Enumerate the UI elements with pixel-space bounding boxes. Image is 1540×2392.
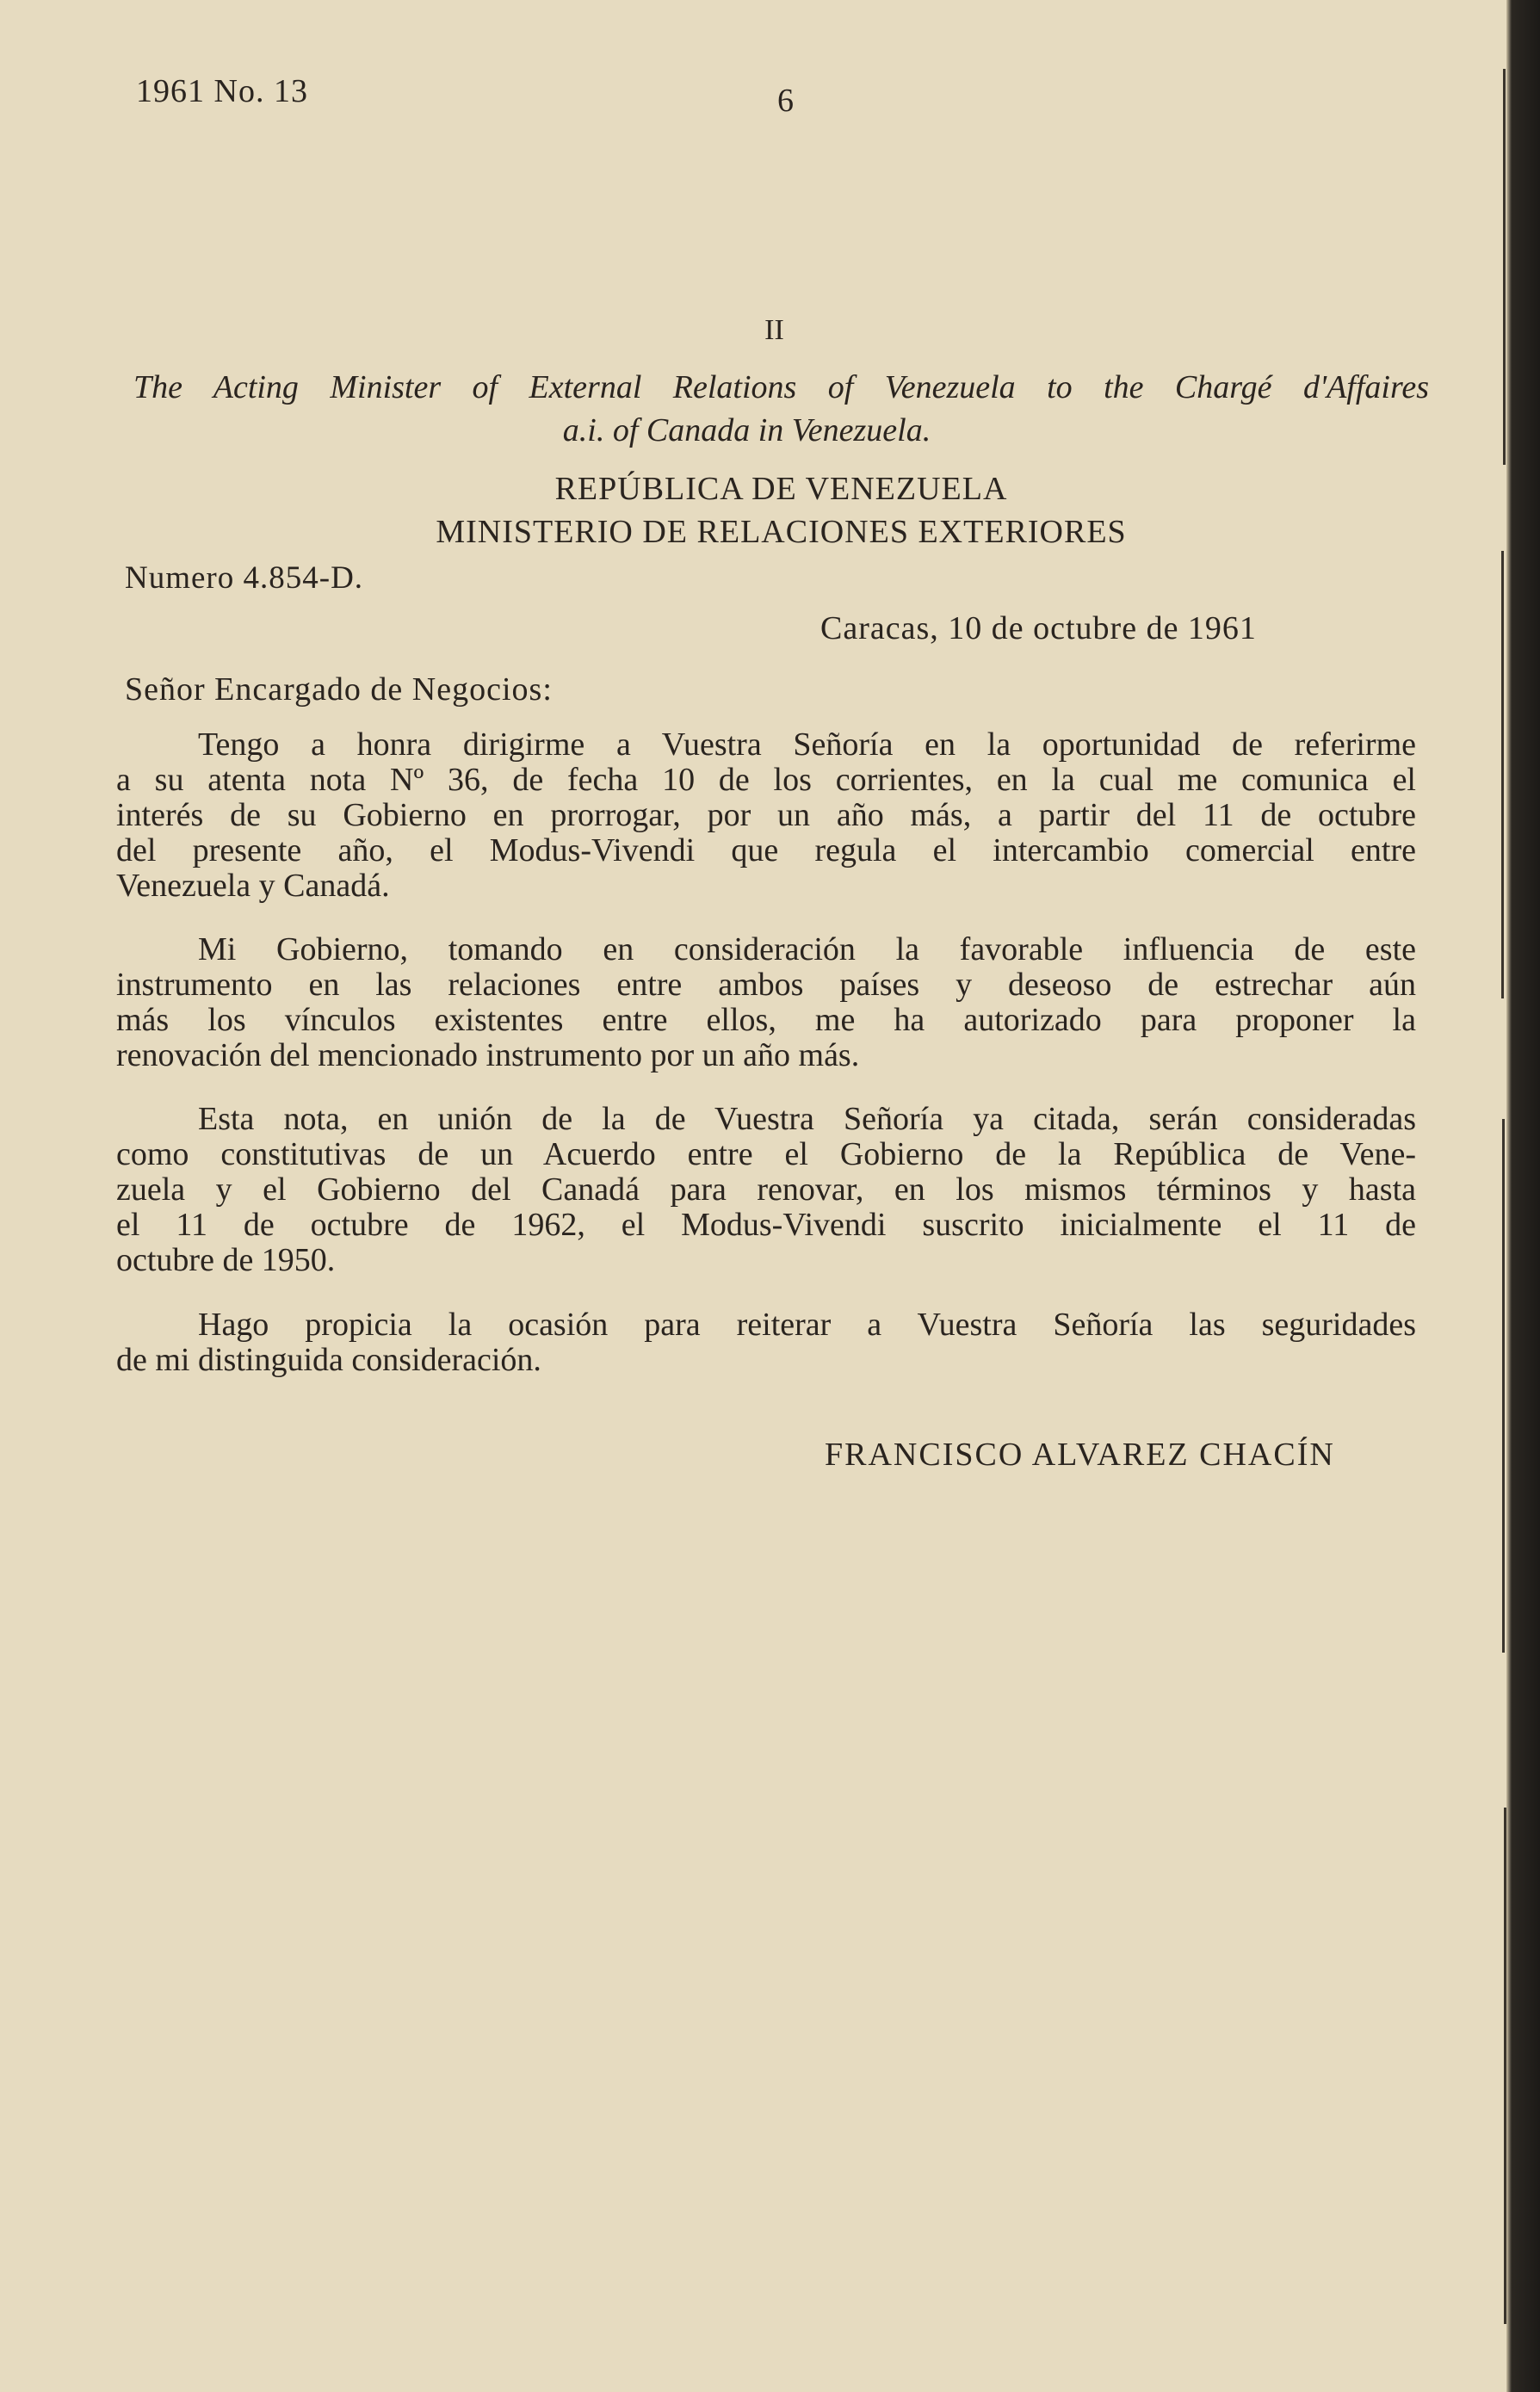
place-date: Caracas, 10 de octubre de 1961 [820, 610, 1257, 646]
paragraph-3 [116, 1102, 1416, 1278]
salutation: Señor Encargado de Negocios: [125, 671, 553, 708]
paragraph-line: Mi Gobierno, tomando en consideración la favorable influencia de este [198, 931, 1416, 967]
page-number: 6 [777, 83, 794, 119]
heading-line-1: The Acting Minister of External Relations of Venezuela to the Chargé d'Affaires [133, 369, 1429, 405]
heading-line-2: a.i. of Canada in Venezuela. [562, 412, 931, 448]
signature: FRANCISCO ALVAREZ CHACÍN [825, 1437, 1335, 1473]
paragraph-1 [116, 727, 1416, 904]
letterhead [133, 467, 1429, 553]
paragraph-line: de mi distinguida consideración. [116, 1342, 541, 1378]
paragraph-line: instrumento en las relaciones entre ambos países y deseoso de estrechar aún [116, 967, 1416, 1003]
edge-line [1502, 1119, 1505, 1653]
paragraph-line: zuela y el Gobierno del Canadá para renovar, en los mismos términos y hasta [116, 1171, 1416, 1208]
edge-line [1504, 1808, 1506, 2324]
reference-number: Numero 4.854-D. [125, 560, 364, 596]
paragraph-line: Venezuela y Canadá. [116, 868, 390, 904]
edge-line [1503, 69, 1506, 465]
paragraph-line: más los vínculos existentes entre ellos, me ha autorizado para proponer la [116, 1002, 1416, 1038]
letterhead-line-2: MINISTERIO DE RELACIONES EXTERIORES [436, 514, 1127, 550]
paragraph-line: octubre de 1950. [116, 1242, 336, 1278]
paragraph-line: Esta nota, en unión de la de Vuestra Señoría ya citada, serán consideradas [198, 1101, 1416, 1137]
paragraph-line: Tengo a honra dirigirme a Vuestra Señoría en la oportunidad de referirme [198, 726, 1416, 763]
paragraph-line: Hago propicia la ocasión para reiterar a Vuestra Señoría las seguridades [198, 1307, 1416, 1343]
paragraph-2 [116, 932, 1416, 1073]
paragraph-line: renovación del mencionado instrumento por un año más. [116, 1037, 860, 1073]
paragraph-line: a su atenta nota Nº 36, de fecha 10 de los corrientes, en la cual me comunica el [116, 762, 1416, 798]
paragraph-line: del presente año, el Modus-Vivendi que regula el intercambio comercial entre [116, 832, 1416, 868]
edge-line [1501, 551, 1504, 998]
paragraph-4 [116, 1307, 1416, 1378]
paragraph-line: como constitutivas de un Acuerdo entre el Gobierno de la República de Vene- [116, 1136, 1416, 1172]
document-heading [133, 366, 1429, 452]
binding-edge [1506, 0, 1540, 2392]
paragraph-line: interés de su Gobierno en prorrogar, por un año más, a partir del 11 de octubre [116, 797, 1416, 833]
series-number: 1961 No. 13 [136, 73, 308, 109]
letterhead-line-1: REPÚBLICA DE VENEZUELA [554, 471, 1008, 507]
section-number: II [764, 314, 784, 346]
paragraph-line: el 11 de octubre de 1962, el Modus-Vivendi suscrito inicialmente el 11 de [116, 1207, 1416, 1243]
